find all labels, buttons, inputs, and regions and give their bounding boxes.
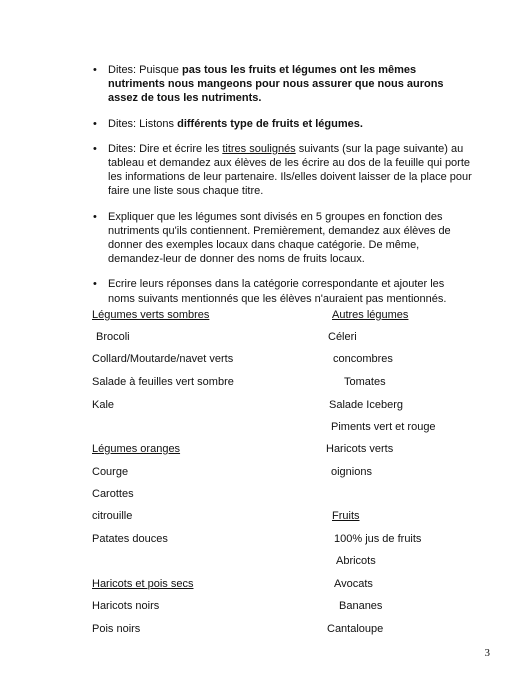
heading-haricots-et-pois-secs: Haricots et pois secs: [92, 578, 194, 590]
heading-legumes-verts-sombres: Légumes verts sombres: [92, 309, 210, 321]
list-item: Cantaloupe: [327, 623, 384, 635]
list-item: concombres: [333, 353, 393, 365]
bullet-text: Dites: Puisque: [108, 64, 182, 76]
instruction-bullet: [92, 63, 472, 106]
instruction-bullet: [92, 277, 472, 305]
heading-autres-legumes: Autres légumes: [332, 309, 409, 321]
list-item: Patates douces: [92, 533, 168, 545]
bullet-bold-text: différents type de fruits et légumes.: [177, 117, 363, 130]
list-item: Avocats: [334, 578, 373, 590]
bullet-text: Dites: Dire et écrire les: [108, 142, 223, 155]
list-item: Céleri: [328, 331, 357, 343]
list-item: Tomates: [344, 376, 386, 388]
bullet-underlined-text: titres soulignés: [222, 142, 296, 155]
list-item: Abricots: [336, 555, 376, 567]
list-item: 100% jus de fruits: [334, 533, 422, 545]
bullet-text: Dites: Listons: [108, 117, 178, 130]
instruction-list: [92, 63, 472, 317]
list-item: Brocoli: [96, 331, 130, 343]
list-item: Pois noirs: [92, 623, 141, 635]
instruction-bullet: [92, 117, 472, 131]
heading-fruits: Fruits: [332, 510, 360, 522]
page-number: 3: [484, 647, 490, 659]
heading-legumes-oranges: Légumes oranges: [92, 443, 181, 455]
list-item: Collard/Moutarde/navet verts: [92, 353, 234, 365]
list-item: Haricots verts: [326, 443, 394, 455]
list-item: Piments vert et rouge: [331, 421, 436, 433]
list-item: Courge: [92, 466, 129, 478]
list-item: Kale: [92, 399, 115, 411]
list-item: Haricots noirs: [92, 600, 160, 612]
list-item: Salade à feuilles vert sombre: [92, 376, 234, 388]
bullet-text: Ecrire leurs réponses dans la catégorie correspondante et ajouter les noms suivants mentionnés que les élèves n'auraient pas mentionnés.: [108, 278, 447, 305]
list-item: oignions: [331, 466, 372, 478]
instruction-bullet: [92, 142, 472, 199]
bullet-text: Expliquer que les légumes sont divisés en 5 groupes en fonction des nutriments qu'ils contiennent. Premièrement, demandez aux élèves de donner des exemples locaux dans chaque catégorie. De même, demandez-leur de donner des noms de fruits locaux.: [108, 210, 451, 266]
list-item: Carottes: [92, 488, 134, 500]
list-item: Bananes: [339, 600, 383, 612]
bullet-bold-text: pas tous les fruits et légumes ont les mêmes nutriments nous mangeons pour nous assurer que nous aurons assez de tous les nutriments.: [108, 64, 444, 105]
instruction-bullet: [92, 210, 472, 267]
bullet-text: suivants (sur la page suivante) au tableau et demandez aux élèves de les écrire au dos de la feuille qui porte les informations de leur partenaire. Ils/elles doivent laisser de la place pour faire une liste sous chaque titre.: [108, 142, 472, 198]
list-item: citrouille: [92, 510, 133, 522]
list-item: Salade Iceberg: [329, 399, 403, 411]
